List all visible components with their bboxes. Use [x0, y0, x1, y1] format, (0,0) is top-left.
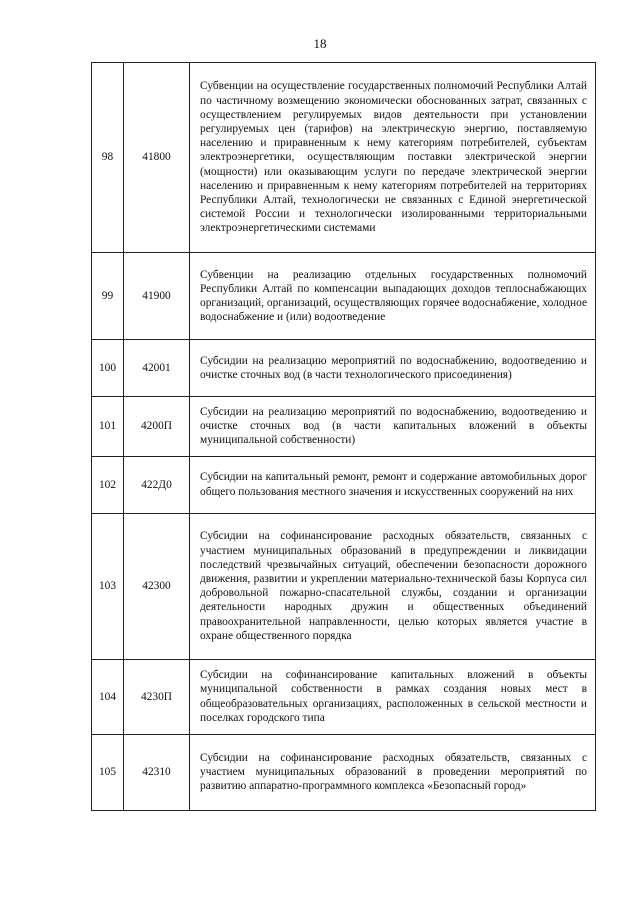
table-row — [92, 734, 596, 810]
row-code: 41900 — [124, 253, 190, 340]
row-number: 98 — [92, 63, 124, 253]
row-code: 4230П — [124, 659, 190, 734]
row-description: Субсидии на реализацию мероприятий по водоснабжению, водоотведению и очистке сточных вод (в части капитальных вложений в объекты муниципальной собственности) — [190, 397, 596, 457]
row-code: 42001 — [124, 340, 190, 397]
row-description: Субсидии на реализацию мероприятий по водоснабжению, водоотведению и очистке сточных вод (в части технологического присоединения) — [190, 340, 596, 397]
row-description: Субсидии на софинансирование расходных обязательств, связанных с участием муниципальных образований в проведении мероприятий по развитию аппаратно-программного комплекса «Безопасный город» — [190, 734, 596, 810]
table-row — [92, 659, 596, 734]
row-number: 103 — [92, 513, 124, 659]
row-description: Субсидии на капитальный ремонт, ремонт и содержание автомобильных дорог общего пользования местного значения и искусственных сооружений на них — [190, 456, 596, 513]
row-description: Субсидии на софинансирование капитальных вложений в объекты муниципальной собственности в рамках создания новых мест в общеобразовательных организациях, расположенных в сельской местности и поселках городского типа — [190, 659, 596, 734]
table-row — [92, 253, 596, 340]
row-number: 105 — [92, 734, 124, 810]
row-description: Субвенции на осуществление государственных полномочий Республики Алтай по частичному возмещению экономически обоснованных затрат, связанных с осуществлением регулируемых видов деятельности при установлении регулируемых цен (тарифов) на электрическую энергию, поставляемую населению и приравненным к нему категориям потребителей, субъектам электроэнергетики, осуществляющим поставки электрической энергии (мощности) или оказывающим услуги по передаче электрической энергии населению и приравненным к нему категориям потребителей на территориях Республики Алтай, технологически не связанных с Единой энергетической системой России и технологически изолированными территориальными электроэнергетическими системами — [190, 63, 596, 253]
row-number: 99 — [92, 253, 124, 340]
table-row — [92, 63, 596, 253]
table-row — [92, 456, 596, 513]
budget-codes-table — [91, 62, 596, 811]
row-code: 41800 — [124, 63, 190, 253]
table-row — [92, 340, 596, 397]
row-code: 4200П — [124, 397, 190, 457]
page-number: 18 — [313, 36, 327, 51]
row-number: 101 — [92, 397, 124, 457]
row-code: 422Д0 — [124, 456, 190, 513]
row-number: 100 — [92, 340, 124, 397]
row-code: 42300 — [124, 513, 190, 659]
row-description: Субвенции на реализацию отдельных государственных полномочий Республики Алтай по компенсации выпадающих доходов теплоснабжающих организаций, организаций, осуществляющих горячее водоснабжение, холодное водоснабжение и (или) водоотведение — [190, 253, 596, 340]
row-number: 104 — [92, 659, 124, 734]
table-row — [92, 513, 596, 659]
row-number: 102 — [92, 456, 124, 513]
row-description: Субсидии на софинансирование расходных обязательств, связанных с участием муниципальных образований в предупреждении и ликвидации последствий чрезвычайных ситуаций, обеспечении безопасности дорожного движения, развитии и укреплении материально-технической базы Корпуса сил добровольной пожарно-спасательной службы, создании и организации деятельности народных дружин и общественных объединений правоохранительной направленности, целью которых является участие в охране общественного порядка — [190, 513, 596, 659]
row-code: 42310 — [124, 734, 190, 810]
table-row — [92, 397, 596, 457]
